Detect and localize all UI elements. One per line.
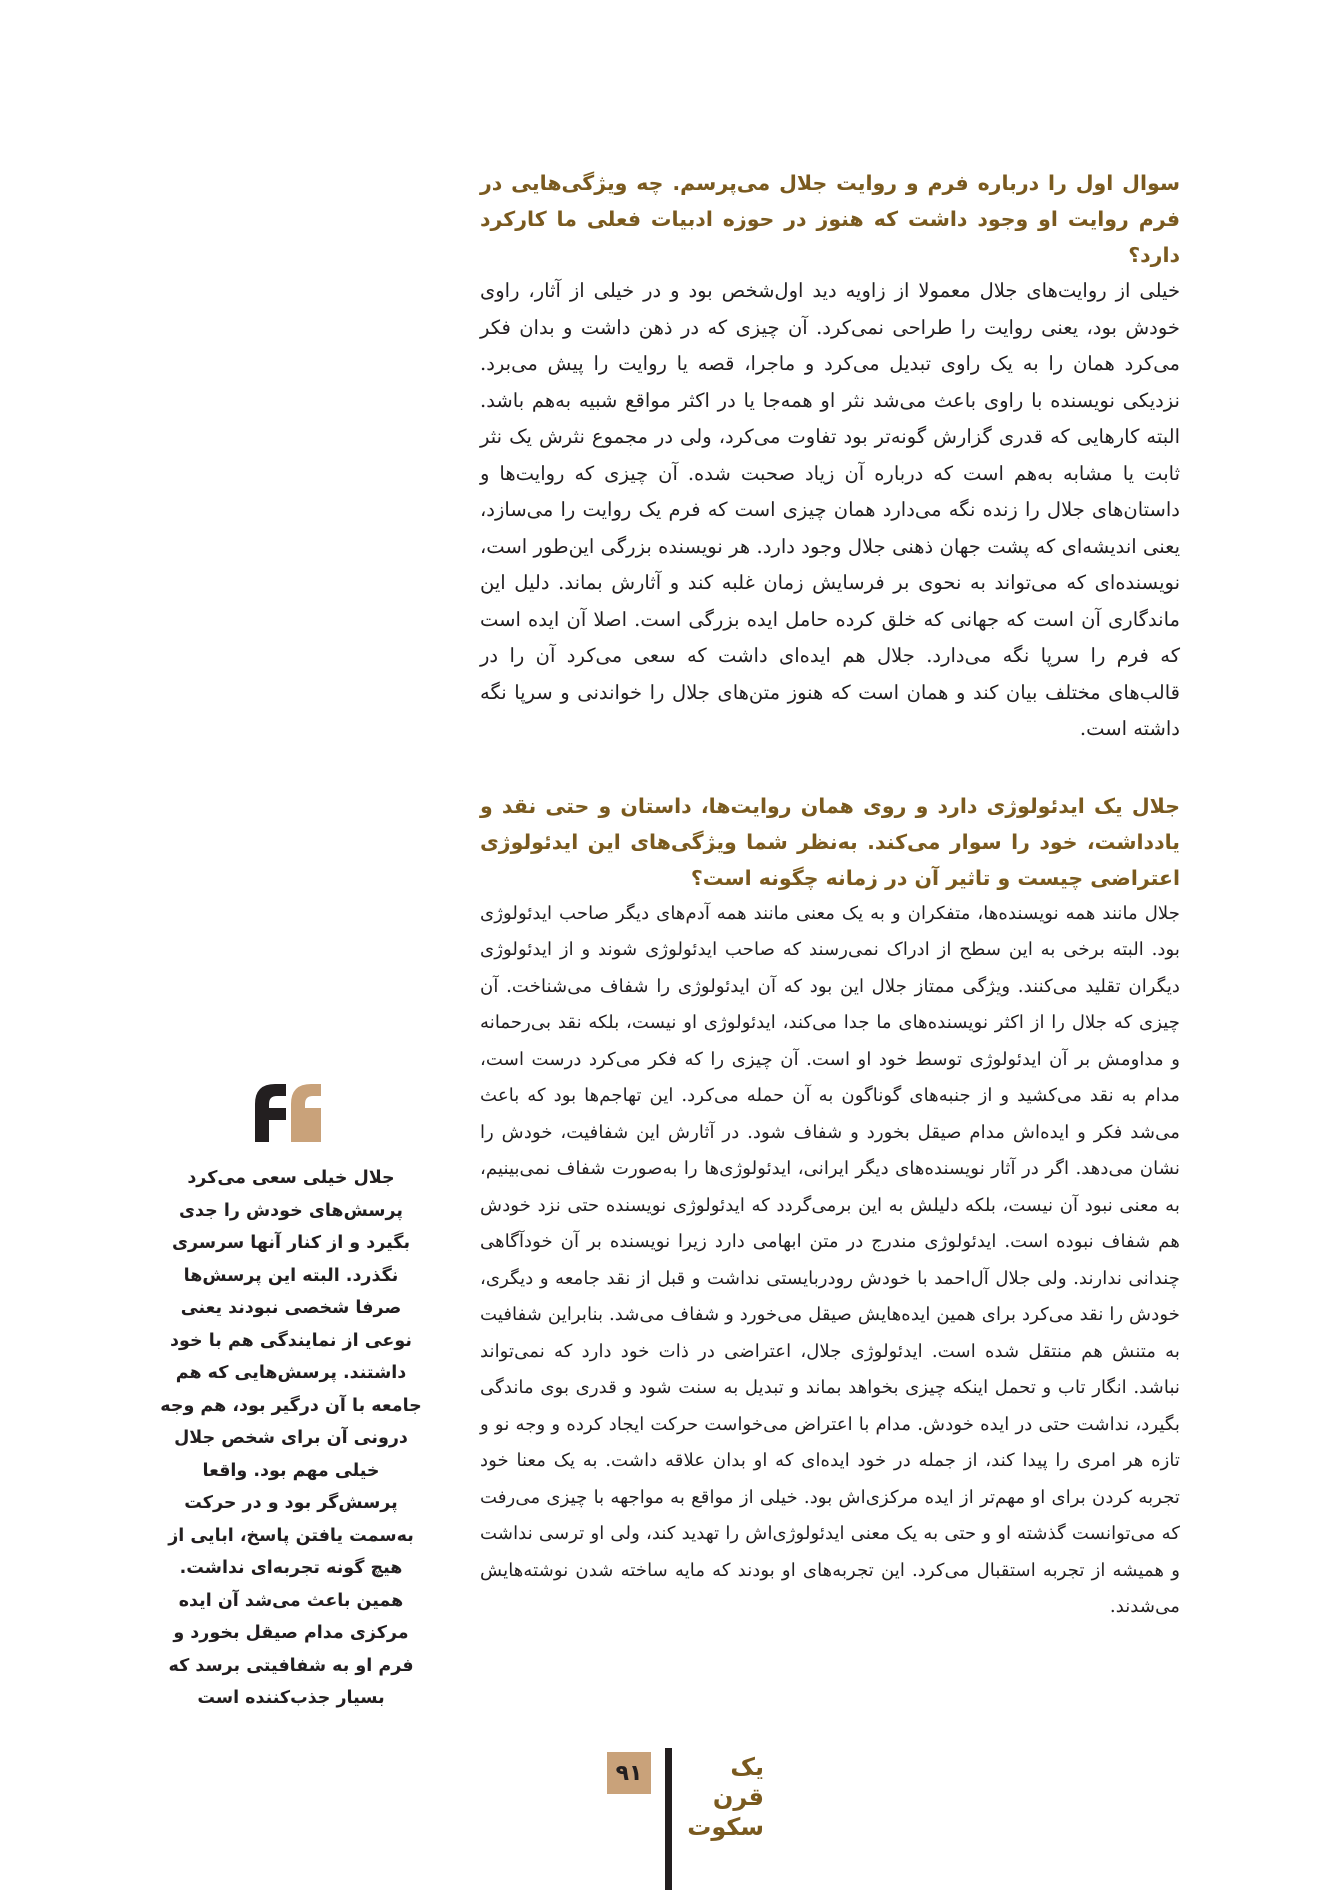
qa-block-2 bbox=[480, 788, 1180, 1626]
question-2: جلال یک ایدئولوژی دارد و روی همان روایت‌ها، داستان و حتی نقد و یادداشت، خود را سوار می‌کند. به‌نظر شما ویژگی‌های این ایدئولوژی اعتراضی چیست و تاثیر آن در زمانه چگونه است؟ bbox=[480, 793, 1180, 890]
answer-1: خیلی از روایت‌های جلال معمولا از زاویه دید اول‌شخص بود و در خیلی از آثار، راوی خودش بود، یعنی روایت را طراحی نمی‌کرد. آن چیزی که در ذهن داشت و بدان فکر می‌کرد همان را به یک راوی تبدیل می‌کرد و ماجرا، قصه یا روایت را پیش می‌برد. نزدیکی نویسنده با راوی باعث می‌شد نثر او همه‌جا یا در اکثر مواقع شبیه به‌هم باشد. البته کارهایی که قدری گزارش گونه‌تر بود تفاوت می‌کرد، ولی در مجموع نثرش یک نثر ثابت یا مشابه به‌هم است که درباره آن زیاد صحبت شده. آن چیزی که روایت‌ها و داستان‌های جلال را زنده نگه می‌دارد همان چیزی است که فرم یک روایت را می‌سازد، یعنی اندیشه‌ای که پشت جهان ذهنی جلال وجود دارد. هر نویسنده بزرگی این‌طور است، نویسنده‌ای که می‌تواند به نحوی بر فرسایش زمان غلبه کند و آثارش بماند. دلیل این ماندگاری آن است که جهانی که خلق کرده حامل ایده بزرگی است. اصلا آن ایده است که فرم را سرپا نگه می‌دارد. جلال هم ایده‌ای داشت که سعی می‌کرد آن را در قالب‌های مختلف بیان کند و همان است که هنوز متن‌های جلال را خواندنی و سرپا نگه داشته است. bbox=[480, 279, 1180, 740]
magazine-title-line1: یک قرن bbox=[712, 1753, 764, 1811]
article-body bbox=[480, 165, 1180, 1626]
question-1: سوال اول را درباره فرم و روایت جلال می‌پرسم. چه ویژگی‌هایی در فرم روایت او وجود داشت که هنوز در حوزه ادبیات فعلی ما کارکرد دارد؟ bbox=[480, 171, 1180, 267]
footer-divider bbox=[665, 1748, 672, 1890]
magazine-title-line2: سکوت bbox=[687, 1813, 764, 1841]
answer-2: جلال مانند همه نویسنده‌ها، متفکران و به یک معنی مانند همه آدم‌های دیگر صاحب ایدئولوژی بود. البته برخی به این سطح از ادراک نمی‌رسند که صاحب ایدئولوژی شوند و از ایدئولوژی دیگران تقلید می‌کنند. ویژگی ممتاز جلال این بود که آن ایدئولوژی را شفاف می‌شناخت. آن چیزی که جلال را از اکثر نویسنده‌های ما جدا می‌کند، ایدئولوژی او نیست، بلکه نقد بی‌رحمانه و مداومش بر آن ایدئولوژی توسط خود او است. آن چیزی را که فکر می‌کرد درست است، مدام به نقد می‌کشید و از جنبه‌های گوناگون به آن حمله می‌کرد. این تهاجم‌ها بود که باعث می‌شد فکر و ایده‌اش مدام صیقل بخورد و شفاف شود. در آثارش این شفافیت، خودش را نشان می‌دهد. اگر در آثار نویسنده‌های دیگر ایرانی، ایدئولوژی‌ها را به‌صورت شفاف نمی‌بینیم، به معنی نبود آن نیست، بلکه دلیلش به این برمی‌گردد که ایدئولوژی نویسنده حتی نزد خودش هم شفاف نبوده است. ایدئولوژی مندرج در متن ابهامی دارد زیرا نویسنده بر آن خودآگاهی چندانی ندارند. ولی جلال آل‌احمد با خودش رودربایستی نداشت و قبل از نقد جامعه و دیگری، خودش را نقد می‌کرد برای همین ایده‌هایش صیقل می‌خورد و شفاف می‌شد. بنابراین شفافیت به متنش هم منتقل شده است. ایدئولوژی جلال، اعتراضی در ذات خود دارد که نمی‌تواند نباشد. انگار تاب و تحمل اینکه چیزی بخواهد بماند و تبدیل به سنت شود و قدری بوی ماندگی بگیرد، نداشت حتی در ایده خودش. مدام با اعتراض می‌خواست حرکت ایجاد کرده و وجه نو و تازه هر امری را پیدا کند، از جمله در خود ایده‌ای که او بدان علاقه داشت. به یک معنا خود تجربه کردن برای او مهم‌تر از ایده مرکزی‌اش بود. خیلی از مواقع به مواجهه با چیزی می‌رفت که می‌توانست گذشته او و حتی به یک معنی ایدئولوژی‌اش را تهدید کند، ولی او ترسی نداشت و همیشه از تجربه استقبال می‌کرد. این تجربه‌های او بودند که مایه ساخته شدن نوشته‌هایش می‌شدند. bbox=[480, 902, 1180, 1617]
quote-mark-icon bbox=[253, 1082, 323, 1144]
magazine-logo bbox=[684, 1752, 764, 1842]
page-number: ۹۱ bbox=[607, 1752, 651, 1794]
pull-quote: جلال خیلی سعی می‌کرد پرسش‌های خودش را جدی بگیرد و از کنار آنها سرسری نگذرد. البته این پرسش‌ها صرفا شخصی نبودند یعنی نوعی از نمایندگی هم با خود داشتند. پرسش‌هایی که هم جامعه با آن درگیر بود، هم وجه درونی آن برای شخص جلال خیلی مهم بود. واقعا پرسش‌گر بود و در حرکت به‌سمت یافتن پاسخ، ابایی از هیچ گونه تجربه‌ای نداشت. همین باعث می‌شد آن ایده مرکزی مدام صیقل بخورد و فرم او به شفافیتی برسد که بسیار جذب‌کننده است bbox=[160, 1168, 422, 1708]
